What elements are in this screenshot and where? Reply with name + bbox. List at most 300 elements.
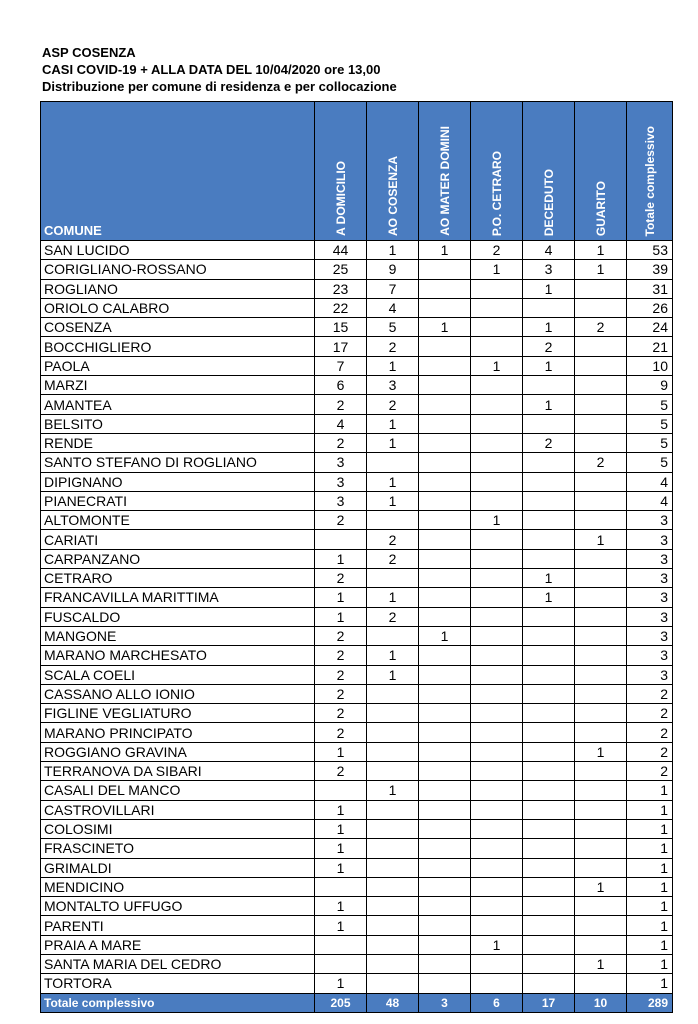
value-cell [367, 800, 419, 819]
value-cell [419, 395, 471, 414]
value-cell [471, 819, 523, 838]
value-cell [523, 549, 575, 568]
comune-cell: FRANCAVILLA MARITTIMA [41, 588, 315, 607]
value-cell [367, 858, 419, 877]
value-cell: 1 [575, 742, 627, 761]
value-cell [419, 607, 471, 626]
table-row [41, 974, 673, 993]
row-total-cell: 3 [627, 530, 673, 549]
value-cell [315, 530, 367, 549]
comune-cell: BOCCHIGLIERO [41, 337, 315, 356]
value-cell: 1 [367, 414, 419, 433]
covid-cases-table [40, 101, 673, 1013]
column-header-label: Totale complessivo [642, 125, 657, 236]
value-cell: 1 [367, 781, 419, 800]
comune-cell: MENDICINO [41, 877, 315, 896]
value-cell [575, 626, 627, 645]
comune-cell: MARANO PRINCIPATO [41, 723, 315, 742]
comune-cell: GRIMALDI [41, 858, 315, 877]
value-cell [523, 742, 575, 761]
comune-cell: SANTO STEFANO DI ROGLIANO [41, 453, 315, 472]
value-cell: 1 [315, 800, 367, 819]
value-cell: 1 [367, 665, 419, 684]
value-cell [575, 646, 627, 665]
table-row [41, 665, 673, 684]
value-cell [575, 414, 627, 433]
row-total-cell: 3 [627, 549, 673, 568]
value-cell [367, 974, 419, 993]
value-cell [419, 781, 471, 800]
comune-cell: COLOSIMI [41, 819, 315, 838]
value-cell [575, 549, 627, 568]
value-cell [575, 974, 627, 993]
value-cell [575, 858, 627, 877]
value-cell: 2 [575, 453, 627, 472]
table-row [41, 762, 673, 781]
value-cell [523, 819, 575, 838]
value-cell: 2 [523, 337, 575, 356]
table-body [41, 241, 673, 1013]
value-cell: 1 [523, 318, 575, 337]
comune-cell: SAN LUCIDO [41, 241, 315, 260]
value-cell: 2 [315, 511, 367, 530]
table-row [41, 491, 673, 510]
table-row [41, 626, 673, 645]
value-cell [575, 704, 627, 723]
table-row [41, 684, 673, 703]
row-total-cell: 53 [627, 241, 673, 260]
row-total-cell: 5 [627, 433, 673, 452]
value-cell [523, 511, 575, 530]
comune-cell: PARENTI [41, 916, 315, 935]
row-total-cell: 3 [627, 626, 673, 645]
row-total-cell: 2 [627, 742, 673, 761]
comune-cell: AMANTEA [41, 395, 315, 414]
value-cell [523, 472, 575, 491]
value-cell: 2 [315, 723, 367, 742]
value-cell: 1 [367, 433, 419, 452]
value-cell [471, 298, 523, 317]
value-cell: 1 [315, 839, 367, 858]
comune-cell: COSENZA [41, 318, 315, 337]
column-header-label: AO MATER DOMINI [437, 126, 452, 236]
comune-cell: CORIGLIANO-ROSSANO [41, 260, 315, 279]
value-cell: 1 [419, 241, 471, 260]
value-cell: 2 [315, 665, 367, 684]
value-cell: 1 [471, 356, 523, 375]
value-cell [523, 723, 575, 742]
value-cell [471, 800, 523, 819]
value-cell: 1 [367, 241, 419, 260]
value-cell [575, 472, 627, 491]
value-cell [471, 318, 523, 337]
value-cell: 2 [575, 318, 627, 337]
value-cell [523, 298, 575, 317]
table-row [41, 607, 673, 626]
value-cell: 2 [367, 607, 419, 626]
value-cell: 2 [367, 337, 419, 356]
value-cell: 4 [367, 298, 419, 317]
table-row [41, 337, 673, 356]
table-row [41, 414, 673, 433]
value-cell: 1 [315, 974, 367, 993]
grand-total-cell: 289 [627, 993, 673, 1012]
value-cell [367, 704, 419, 723]
value-cell [523, 453, 575, 472]
value-cell: 2 [315, 395, 367, 414]
value-cell [471, 588, 523, 607]
value-cell [575, 665, 627, 684]
value-cell: 1 [471, 511, 523, 530]
value-cell [419, 588, 471, 607]
value-cell [523, 954, 575, 973]
table-row [41, 839, 673, 858]
column-header-comune: COMUNE [41, 102, 315, 241]
comune-cell: CASSANO ALLO IONIO [41, 684, 315, 703]
value-cell: 7 [315, 356, 367, 375]
value-cell [523, 897, 575, 916]
table-row [41, 819, 673, 838]
table-row [41, 935, 673, 954]
value-cell [523, 607, 575, 626]
row-total-cell: 24 [627, 318, 673, 337]
column-header-deceduto [523, 102, 575, 241]
row-total-cell: 5 [627, 395, 673, 414]
value-cell [523, 491, 575, 510]
value-cell [367, 684, 419, 703]
value-cell [471, 646, 523, 665]
comune-cell: PAOLA [41, 356, 315, 375]
value-cell [419, 472, 471, 491]
value-cell [471, 530, 523, 549]
comune-cell: CARPANZANO [41, 549, 315, 568]
value-cell: 3 [367, 376, 419, 395]
value-cell [523, 935, 575, 954]
value-cell: 17 [315, 337, 367, 356]
header-description: Distribuzione per comune di residenza e per collocazione [42, 79, 397, 94]
value-cell [523, 762, 575, 781]
value-cell: 1 [315, 916, 367, 935]
value-cell [367, 935, 419, 954]
value-cell [471, 607, 523, 626]
value-cell [575, 433, 627, 452]
value-cell: 2 [523, 433, 575, 452]
value-cell: 2 [315, 762, 367, 781]
row-total-cell: 3 [627, 511, 673, 530]
table-row [41, 569, 673, 588]
total-label: Totale complessivo [41, 993, 315, 1012]
value-cell [419, 279, 471, 298]
total-row [41, 993, 673, 1012]
row-total-cell: 1 [627, 819, 673, 838]
value-cell [575, 588, 627, 607]
value-cell: 1 [367, 646, 419, 665]
value-cell [419, 530, 471, 549]
value-cell [523, 684, 575, 703]
value-cell: 1 [315, 549, 367, 568]
value-cell: 23 [315, 279, 367, 298]
value-cell [523, 646, 575, 665]
value-cell [575, 684, 627, 703]
value-cell: 3 [523, 260, 575, 279]
value-cell [471, 916, 523, 935]
value-cell [419, 569, 471, 588]
value-cell: 1 [367, 472, 419, 491]
value-cell [575, 337, 627, 356]
value-cell [367, 569, 419, 588]
value-cell [471, 414, 523, 433]
value-cell: 5 [367, 318, 419, 337]
value-cell [367, 626, 419, 645]
value-cell: 1 [315, 607, 367, 626]
value-cell [523, 916, 575, 935]
value-cell: 1 [523, 395, 575, 414]
value-cell [575, 819, 627, 838]
row-total-cell: 21 [627, 337, 673, 356]
value-cell [575, 781, 627, 800]
value-cell [523, 414, 575, 433]
value-cell [471, 877, 523, 896]
comune-cell: TORTORA [41, 974, 315, 993]
row-total-cell: 1 [627, 916, 673, 935]
value-cell [575, 569, 627, 588]
value-cell [471, 858, 523, 877]
comune-cell: CASTROVILLARI [41, 800, 315, 819]
value-cell [315, 954, 367, 973]
value-cell [471, 376, 523, 395]
value-cell: 4 [523, 241, 575, 260]
value-cell [471, 704, 523, 723]
value-cell: 1 [315, 897, 367, 916]
value-cell [471, 781, 523, 800]
comune-cell: CASALI DEL MANCO [41, 781, 315, 800]
value-cell [419, 665, 471, 684]
column-header-totale [627, 102, 673, 241]
value-cell: 1 [575, 530, 627, 549]
value-cell [419, 723, 471, 742]
column-header-ao-cosenza [367, 102, 419, 241]
comune-cell: BELSITO [41, 414, 315, 433]
value-cell [419, 511, 471, 530]
value-cell [575, 395, 627, 414]
value-cell [471, 472, 523, 491]
column-header-label: P.O. CETRARO [489, 150, 504, 236]
value-cell: 1 [367, 491, 419, 510]
row-total-cell: 5 [627, 453, 673, 472]
comune-cell: CARIATI [41, 530, 315, 549]
value-cell [419, 646, 471, 665]
value-cell: 1 [575, 241, 627, 260]
column-header-ao-mater-domini [419, 102, 471, 241]
row-total-cell: 1 [627, 800, 673, 819]
value-cell [367, 742, 419, 761]
row-total-cell: 1 [627, 935, 673, 954]
header-subtitle: CASI COVID-19 + ALLA DATA DEL 10/04/2020 ore 13,00 [42, 62, 381, 77]
value-cell [419, 877, 471, 896]
comune-cell: PIANECRATI [41, 491, 315, 510]
table-row [41, 954, 673, 973]
value-cell [575, 376, 627, 395]
table-row [41, 646, 673, 665]
value-cell [367, 877, 419, 896]
value-cell [471, 395, 523, 414]
value-cell [471, 723, 523, 742]
row-total-cell: 1 [627, 781, 673, 800]
value-cell: 9 [367, 260, 419, 279]
value-cell [419, 453, 471, 472]
table-row [41, 260, 673, 279]
table-row [41, 723, 673, 742]
row-total-cell: 3 [627, 569, 673, 588]
table-row [41, 511, 673, 530]
value-cell [315, 935, 367, 954]
value-cell: 3 [315, 472, 367, 491]
value-cell [471, 897, 523, 916]
row-total-cell: 2 [627, 684, 673, 703]
table-row [41, 588, 673, 607]
value-cell: 2 [315, 704, 367, 723]
value-cell [367, 453, 419, 472]
row-total-cell: 39 [627, 260, 673, 279]
column-header-guarito [575, 102, 627, 241]
row-total-cell: 2 [627, 762, 673, 781]
value-cell [471, 742, 523, 761]
value-cell [419, 819, 471, 838]
value-cell [575, 279, 627, 298]
comune-cell: MANGONE [41, 626, 315, 645]
value-cell: 1 [419, 318, 471, 337]
value-cell: 1 [523, 588, 575, 607]
row-total-cell: 10 [627, 356, 673, 375]
value-cell [575, 800, 627, 819]
value-cell [575, 723, 627, 742]
document-header [42, 44, 682, 95]
value-cell [471, 626, 523, 645]
value-cell [471, 491, 523, 510]
table-row [41, 395, 673, 414]
comune-cell: MARANO MARCHESATO [41, 646, 315, 665]
row-total-cell: 4 [627, 491, 673, 510]
value-cell: 2 [471, 241, 523, 260]
value-cell: 1 [471, 260, 523, 279]
value-cell [419, 742, 471, 761]
value-cell: 1 [315, 742, 367, 761]
value-cell [523, 781, 575, 800]
value-cell [523, 626, 575, 645]
table-row [41, 800, 673, 819]
value-cell [367, 511, 419, 530]
value-cell: 2 [315, 626, 367, 645]
value-cell [419, 704, 471, 723]
value-cell: 1 [315, 588, 367, 607]
value-cell [419, 935, 471, 954]
table-row [41, 356, 673, 375]
comune-cell: TERRANOVA DA SIBARI [41, 762, 315, 781]
column-total-cell: 3 [419, 993, 471, 1012]
comune-cell: RENDE [41, 433, 315, 452]
value-cell [471, 762, 523, 781]
value-cell: 2 [367, 395, 419, 414]
column-total-cell: 48 [367, 993, 419, 1012]
value-cell: 1 [575, 260, 627, 279]
comune-cell: FUSCALDO [41, 607, 315, 626]
value-cell [419, 260, 471, 279]
value-cell: 2 [315, 569, 367, 588]
value-cell: 1 [419, 626, 471, 645]
value-cell [523, 530, 575, 549]
row-total-cell: 1 [627, 954, 673, 973]
row-total-cell: 1 [627, 974, 673, 993]
table-row [41, 241, 673, 260]
value-cell [471, 279, 523, 298]
value-cell [575, 897, 627, 916]
header-title: ASP COSENZA [42, 45, 136, 60]
comune-cell: FRASCINETO [41, 839, 315, 858]
value-cell: 1 [315, 819, 367, 838]
comune-cell: PRAIA A MARE [41, 935, 315, 954]
value-cell [367, 954, 419, 973]
value-cell [419, 858, 471, 877]
value-cell [523, 376, 575, 395]
value-cell [419, 974, 471, 993]
row-total-cell: 4 [627, 472, 673, 491]
value-cell [419, 356, 471, 375]
value-cell [523, 858, 575, 877]
row-total-cell: 26 [627, 298, 673, 317]
value-cell [419, 839, 471, 858]
column-total-cell: 17 [523, 993, 575, 1012]
column-total-cell: 6 [471, 993, 523, 1012]
value-cell: 25 [315, 260, 367, 279]
value-cell [367, 916, 419, 935]
value-cell: 1 [575, 954, 627, 973]
value-cell [419, 897, 471, 916]
row-total-cell: 3 [627, 607, 673, 626]
value-cell [419, 433, 471, 452]
value-cell [523, 800, 575, 819]
value-cell: 1 [575, 877, 627, 896]
value-cell [315, 877, 367, 896]
value-cell [367, 762, 419, 781]
comune-cell: FIGLINE VEGLIATURO [41, 704, 315, 723]
table-row [41, 279, 673, 298]
value-cell [367, 723, 419, 742]
value-cell [367, 839, 419, 858]
value-cell [575, 607, 627, 626]
value-cell: 15 [315, 318, 367, 337]
table-row [41, 858, 673, 877]
value-cell [419, 684, 471, 703]
row-total-cell: 3 [627, 646, 673, 665]
value-cell [419, 916, 471, 935]
row-total-cell: 2 [627, 723, 673, 742]
value-cell: 2 [315, 433, 367, 452]
value-cell [575, 511, 627, 530]
value-cell: 1 [523, 279, 575, 298]
value-cell [419, 298, 471, 317]
value-cell [419, 376, 471, 395]
value-cell: 22 [315, 298, 367, 317]
comune-cell: ROGGIANO GRAVINA [41, 742, 315, 761]
table-row [41, 318, 673, 337]
value-cell [575, 762, 627, 781]
value-cell [419, 762, 471, 781]
value-cell [575, 916, 627, 935]
value-cell [471, 433, 523, 452]
value-cell: 2 [367, 549, 419, 568]
column-header-label: GUARITO [593, 180, 608, 236]
comune-cell: ORIOLO CALABRO [41, 298, 315, 317]
